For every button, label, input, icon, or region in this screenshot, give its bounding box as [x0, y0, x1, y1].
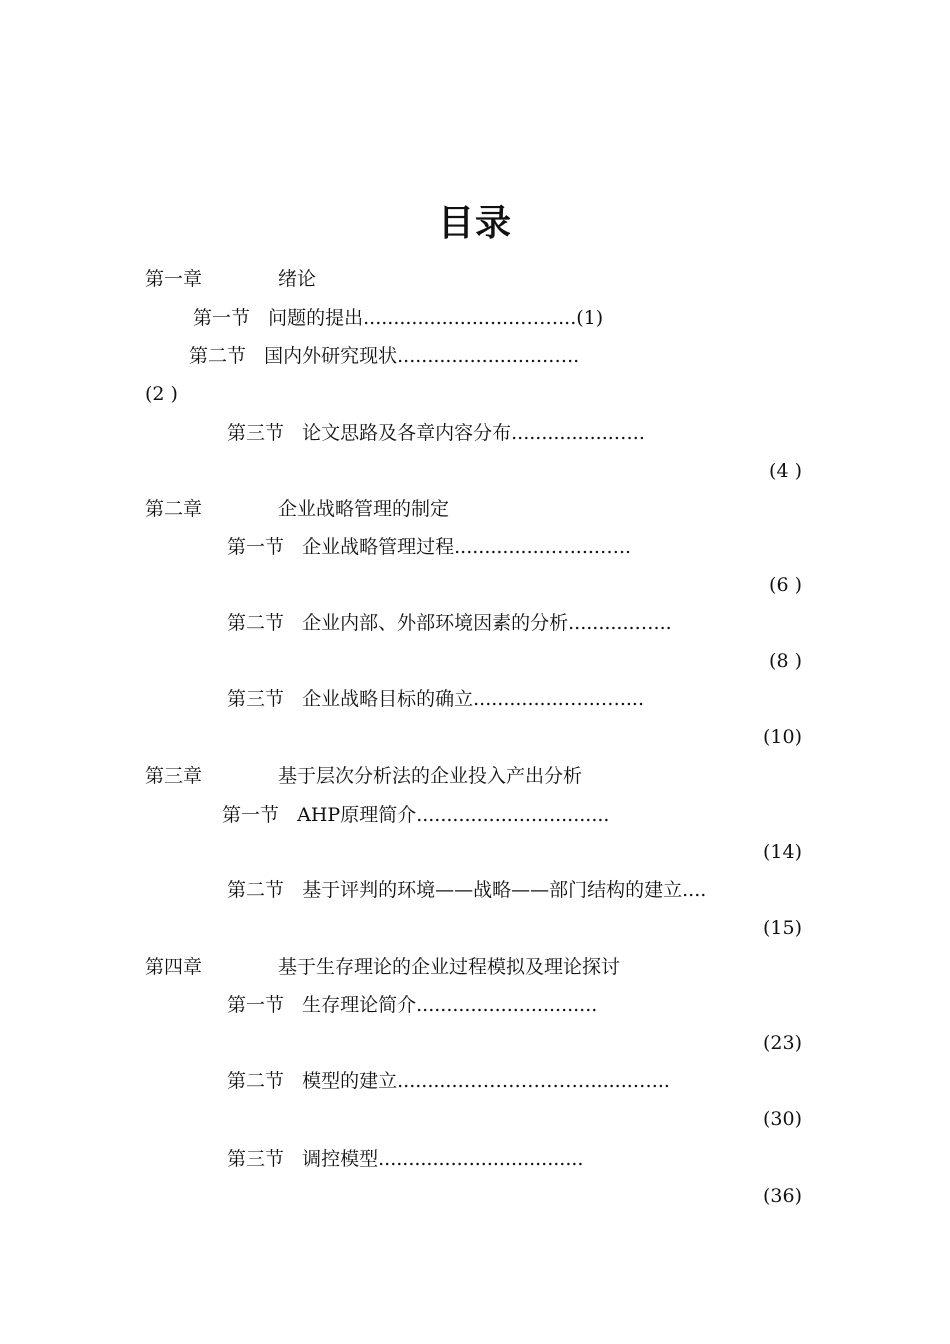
chapter-2-label: 第二章 — [145, 498, 203, 520]
toc-title: 目录 — [437, 203, 512, 244]
ch4-section-1: 第一节 生存理论简介.............................. — [227, 994, 598, 1016]
ch2-section-3-page: (10) — [762, 726, 802, 748]
ch1-section-3-page: (4 ) — [769, 460, 802, 482]
ch3-section-1: 第一节 AHP原理简介................................ — [222, 804, 610, 826]
chapter-1-title: 绪论 — [278, 268, 317, 290]
ch2-section-2-page: (8 ) — [769, 650, 802, 672]
ch1-section-1: 第一节 问题的提出..........................……...(1) — [193, 307, 604, 329]
chapter-3-title: 基于层次分析法的企业投入产出分析 — [278, 765, 583, 787]
ch2-section-2: 第二节 企业内部、外部环境因素的分析...........…... — [227, 612, 672, 634]
ch1-section-2-page: (2 ) — [145, 383, 178, 405]
ch2-section-3: 第三节 企业战略目标的确立...............…...….... — [227, 688, 644, 710]
ch3-section-1-page: (14) — [762, 841, 802, 863]
ch2-section-1: 第一节 企业战略管理过程................….....….. — [227, 536, 632, 558]
chapter-1-label: 第一章 — [145, 268, 203, 290]
ch4-section-1-page: (23) — [762, 1032, 802, 1054]
chapter-4-label: 第四章 — [145, 956, 203, 978]
ch4-section-3: 第三节 调控模型.................................. — [227, 1148, 584, 1170]
chapter-2-title: 企业战略管理的制定 — [278, 498, 450, 520]
ch3-section-2-page: (15) — [762, 917, 802, 939]
ch1-section-3: 第三节 论文思路及各章内容分布.................….. — [227, 422, 645, 444]
ch4-section-2-page: (30) — [762, 1108, 802, 1130]
ch4-section-2: 第二节 模型的建立..........………………….......…... — [227, 1070, 670, 1092]
ch3-section-2: 第二节 基于评判的环境——战略——部门结构的建立.... — [227, 879, 707, 901]
chapter-3-label: 第三章 — [145, 765, 203, 787]
ch4-section-3-page: (36) — [762, 1185, 802, 1207]
ch2-section-1-page: (6 ) — [769, 574, 802, 596]
ch1-section-2: 第二节 国内外研究现状.........................….. — [189, 345, 580, 367]
chapter-4-title: 基于生存理论的企业过程模拟及理论探讨 — [278, 956, 621, 978]
